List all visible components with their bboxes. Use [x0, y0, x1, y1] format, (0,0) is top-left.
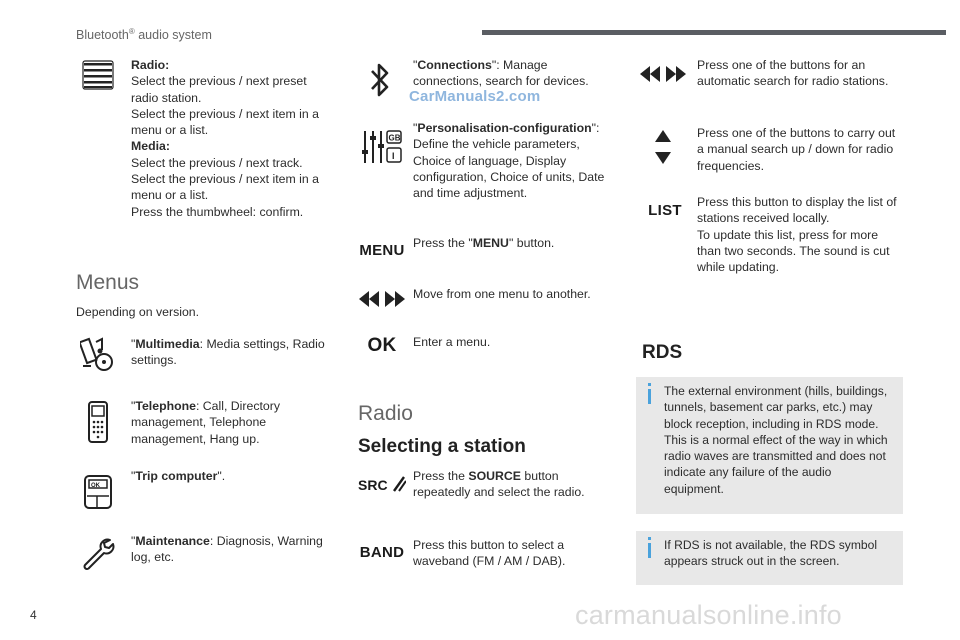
watermark: CarManuals2.com	[409, 88, 541, 105]
multimedia-icon	[80, 336, 116, 372]
maintenance-text: "Maintenance: Diagnosis, Warning log, etc.	[131, 534, 323, 565]
seek-arrows-icon	[639, 64, 687, 84]
multimedia-text: "Multimedia: Media settings, Radio settings.	[131, 337, 325, 368]
svg-text:OK: OK	[91, 483, 100, 489]
telephone-text: "Telephone: Call, Directory management, Telephone management, Hang up.	[131, 399, 280, 446]
page-number: 4	[30, 608, 37, 622]
info-bar	[648, 389, 651, 404]
manual-search-text: Press one of the buttons to carry out a manual search up / down for radio frequencies.	[697, 126, 896, 173]
band-word-icon: BAND	[359, 543, 405, 561]
info-text-reception: The external environment (hills, buildings, tunnels, basement car parks, etc.) may block reception, including in RDS mode. This is a normal effect of the way in which radio waves are transmitted and does not indicate any failure of the audio equipment.	[664, 384, 888, 496]
header-bar	[482, 30, 946, 35]
radio-media-text: Radio: Select the previous / next preset radio station. Select the previous / next item in a menu or a list. Media: Select the previous / next track. Select the previous / next item in a menu or a list. Press the thumbwheel: confirm.	[131, 58, 319, 219]
rds-heading: RDS	[642, 342, 683, 363]
personalisation-text: "Personalisation-configuration": Define the vehicle parameters, Choice of language, Display configuration, Choice of units, Date and time adjustment.	[413, 121, 605, 201]
list-word-icon: LIST	[648, 201, 682, 219]
trip-computer-text: "Trip computer".	[131, 469, 226, 483]
info-text-rds-symbol: If RDS is not available, the RDS symbol appears struck out in the screen.	[664, 538, 878, 569]
info-icon	[648, 537, 651, 540]
header-title: Bluetooth® audio system	[76, 27, 212, 43]
trip-computer-icon	[83, 474, 113, 510]
bluetooth-icon	[368, 60, 392, 100]
settings-flag-icon	[360, 128, 404, 166]
svg-text:SRC: SRC	[358, 477, 388, 493]
source-icon	[358, 474, 406, 494]
svg-text:I: I	[392, 151, 395, 161]
list-icon	[82, 60, 114, 90]
source-text: Press the SOURCE button repeatedly and select the radio.	[413, 469, 585, 500]
radio-heading: Radio	[358, 402, 413, 425]
auto-search-text: Press one of the buttons for an automatic search for radio stations.	[697, 58, 889, 89]
selecting-station-heading: Selecting a station	[358, 436, 526, 457]
list-text: Press this button to display the list of stations received locally. To update this list, press for more than two seconds. The sound is cut while updating.	[697, 195, 897, 275]
menu-word-icon: MENU	[359, 241, 405, 259]
ok-text: Enter a menu.	[413, 335, 491, 349]
move-menu-text: Move from one menu to another.	[413, 287, 591, 301]
footer-watermark: carmanualsonline.info	[575, 600, 842, 630]
menus-heading: Menus	[76, 271, 140, 294]
wrench-icon	[80, 536, 116, 572]
info-icon	[648, 383, 651, 386]
telephone-icon	[86, 400, 110, 444]
arrow-up-down-icon	[652, 128, 674, 168]
connections-text: "Connections": Manage connections, search for devices.	[413, 58, 589, 89]
band-text: Press this button to select a waveband (FM / AM / DAB).	[413, 538, 566, 569]
ok-word-icon: OK	[367, 335, 397, 356]
depending-text: Depending on version.	[76, 305, 200, 319]
svg-text:GB: GB	[388, 133, 401, 143]
info-box-rds-reception	[636, 377, 903, 514]
arrows-left-right-icon	[358, 289, 406, 309]
info-box-rds-symbol	[636, 531, 903, 585]
info-bar	[648, 543, 651, 558]
menu-text: Press the "MENU" button.	[413, 236, 555, 250]
